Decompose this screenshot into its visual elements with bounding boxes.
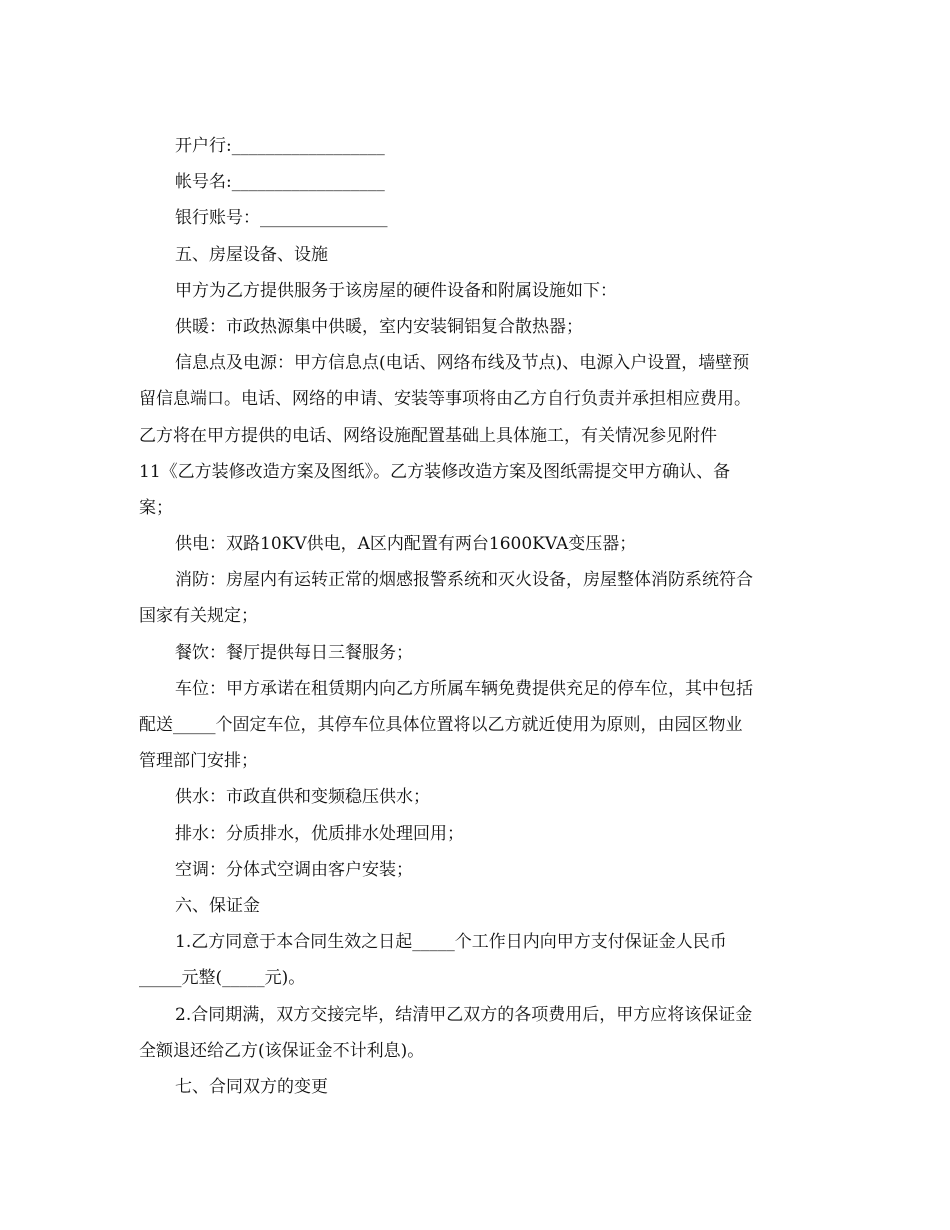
paragraph-line: 留信息端口。电话、网络的申请、安装等事项将由乙方自行负责并承担相应费用。 <box>139 389 751 410</box>
paragraph-line: 管理部门安排； <box>139 751 258 772</box>
paragraph-line: 供暖：市政热源集中供暖，室内安装铜铝复合散热器； <box>175 316 583 337</box>
paragraph-line: 1.乙方同意于本合同生效之日起_____个工作日内向甲方支付保证金人民币 <box>175 932 727 953</box>
paragraph-line: 配送_____个固定车位，其停车位具体位置将以乙方就近使用为原则，由园区物业 <box>139 715 743 735</box>
section-heading-6: 六、保证金 <box>175 895 260 916</box>
paragraph-line: 甲方为乙方提供服务于该房屋的硬件设备和附属设施如下： <box>175 280 617 301</box>
paragraph-line: 11《乙方装修改造方案及图纸》。乙方装修改造方案及图纸需提交甲方确认、备 <box>139 461 731 482</box>
bank-name-line: 开户行:__________________ <box>175 136 385 156</box>
section-heading-5: 五、房屋设备、设施 <box>175 244 328 265</box>
paragraph-line: 乙方将在甲方提供的电话、网络设施配置基础上具体施工，有关情况参见附件 <box>139 425 717 446</box>
paragraph-line: 国家有关规定； <box>139 606 258 627</box>
paragraph-line: 2.合同期满，双方交接完毕，结清甲乙双方的各项费用后，甲方应将该保证金 <box>175 1004 753 1025</box>
section-heading-7: 七、合同双方的变更 <box>175 1076 328 1097</box>
paragraph-line: 供水：市政直供和变频稳压供水； <box>175 787 430 808</box>
paragraph-line: 全额退还给乙方(该保证金不计利息)。 <box>139 1040 425 1061</box>
bank-account-line: 银行账号：_______________ <box>175 208 388 229</box>
paragraph-line: 供电：双路10KV供电，A区内配置有两台1600KVA变压器； <box>175 534 637 555</box>
paragraph-line: 车位：甲方承诺在租赁期内向乙方所属车辆免费提供充足的停车位，其中包括 <box>175 678 753 699</box>
document-body <box>139 128 815 1105</box>
paragraph-line: 案； <box>139 497 173 518</box>
paragraph-line: 空调：分体式空调由客户安装； <box>175 859 413 880</box>
paragraph-line: _____元整(_____元)。 <box>139 968 306 989</box>
account-name-line: 帐号名:__________________ <box>175 172 385 193</box>
paragraph-line: 餐饮：餐厅提供每日三餐服务； <box>175 642 413 663</box>
paragraph-line: 消防：房屋内有运转正常的烟感报警系统和灭火设备，房屋整体消防系统符合 <box>175 570 753 591</box>
paragraph-line: 排水：分质排水，优质排水处理回用； <box>175 823 464 844</box>
paragraph-line: 信息点及电源：甲方信息点(电话、网络布线及节点)、电源入户设置，墙壁预 <box>175 353 750 374</box>
